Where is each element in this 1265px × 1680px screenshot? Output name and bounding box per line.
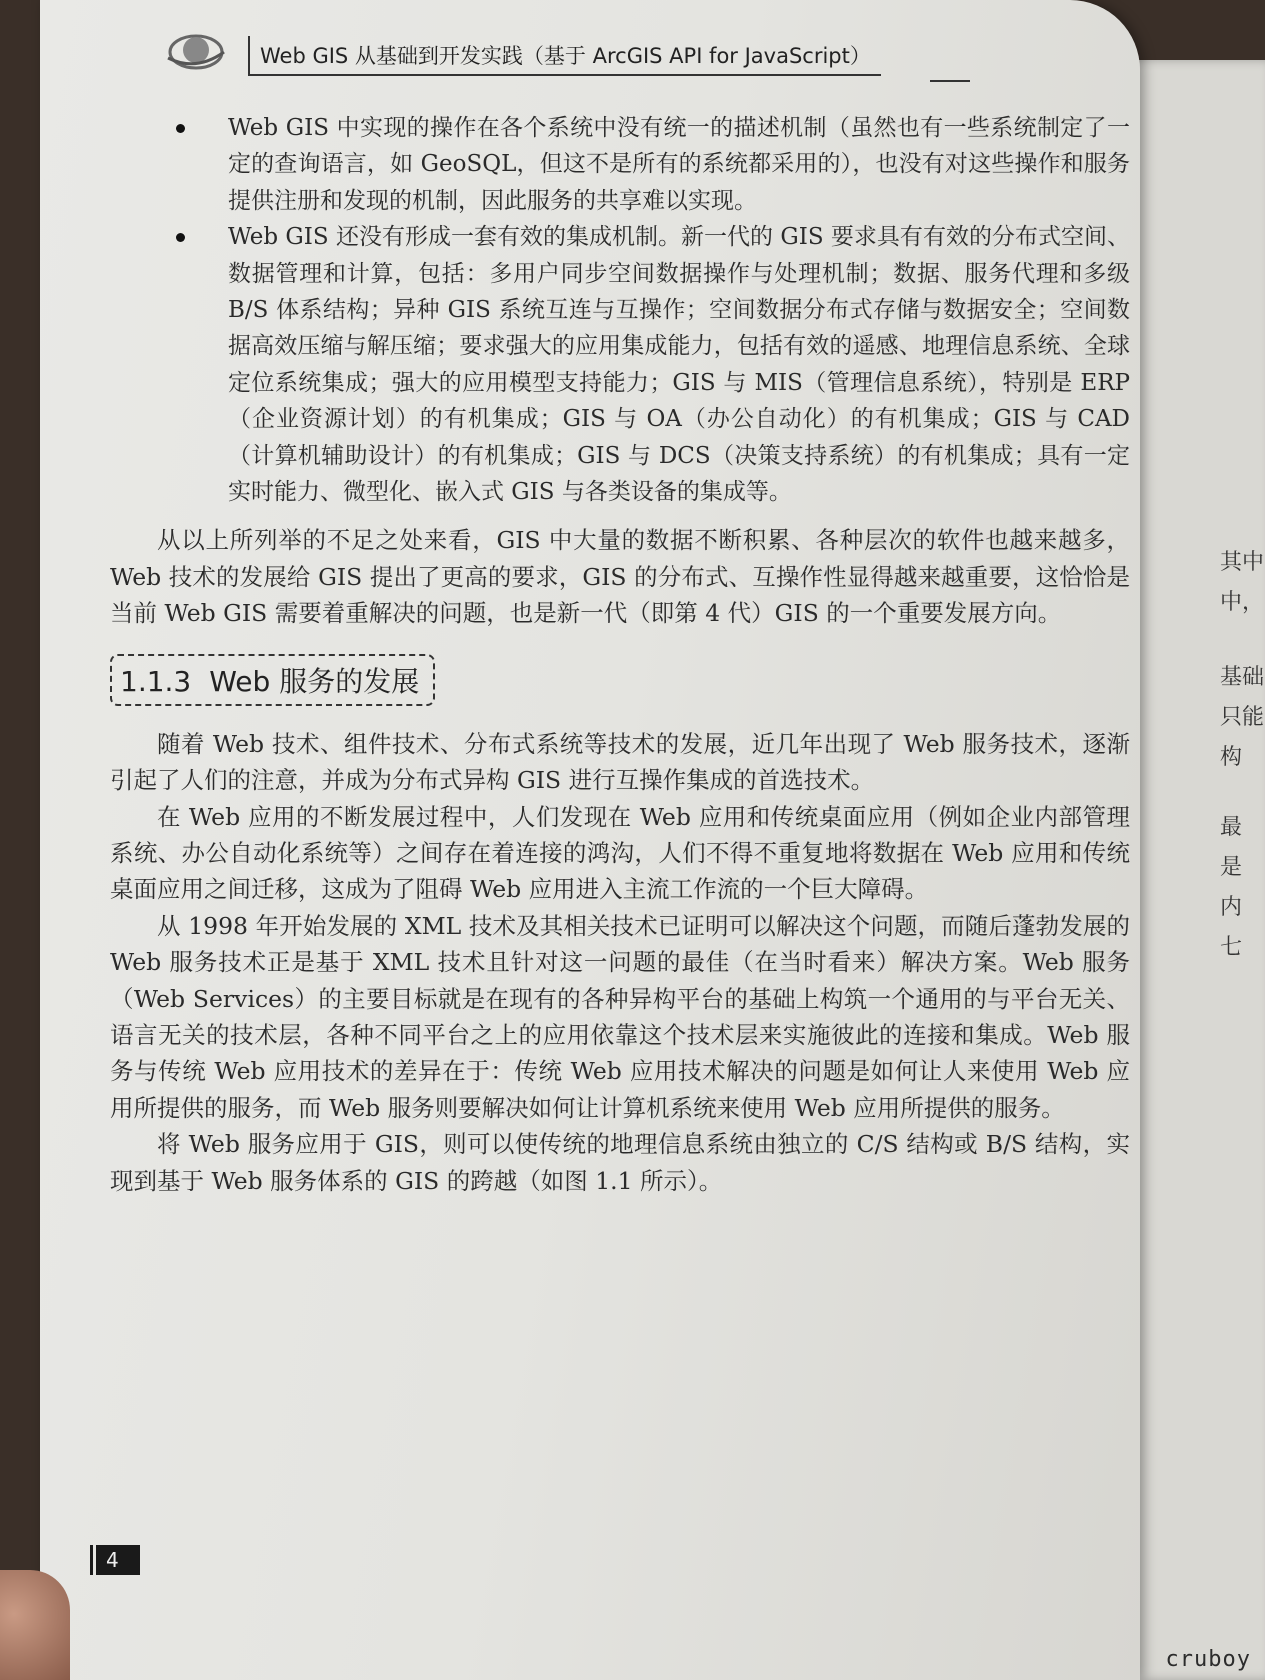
next-page-text: 只能 [1220, 705, 1265, 730]
body-paragraph: 从以上所列举的不足之处来看，GIS 中大量的数据不断积累、各种层次的软件也越来越多，Web 技术的发展给 GIS 提出了更高的要求，GIS 的分布式、互操作性显得越来越重要，这恰恰是当前 Web GIS 需要着重解决的问题，也是新一代（即第 4 代）GIS 的一个重要发展方向。 [110, 526, 1130, 628]
next-page-text: 最 [1220, 815, 1243, 840]
bullet-text: Web GIS 中实现的操作在各个系统中没有统一的描述机制（虽然也有一些系统制定了一定的查询语言，如 GeoSQL，但这不是所有的系统都采用的），也没有对这些操作和服务提供注册和发现的机制，因此服务的共享难以实现。 [228, 115, 1130, 214]
thumb-shape [0, 1570, 70, 1680]
next-page-text: 七 [1220, 935, 1243, 960]
next-page-text: 是 [1220, 855, 1243, 880]
header-rule [930, 80, 970, 82]
globe-logo-icon [160, 28, 230, 72]
next-page-text: 构 [1220, 745, 1243, 770]
page-number-bar [90, 1545, 93, 1575]
bullet-list-item [110, 110, 1130, 219]
body-paragraph: 从 1998 年开始发展的 XML 技术及其相关技术已证明可以解决这个问题，而随后蓬勃发展的 Web 服务技术正是基于 XML 技术且针对这一问题的最佳（在当时看来）解决方案。Web 服务（Web Services）的主要目标就是在现有的各种异构平台的基础上构筑一个通用的与平台无关、语言无关的技术层，各种不同平台之上的应用依靠这个技术层来实施彼此的连接和集成。Web 服务与传统 Web 应用技术的差异在于：传统 Web 应用技术解决的问题是如何让人来使用 Web 应用所提供的服务，而 Web 服务则要解决如何让计算机系统来使用 Web 应用所提供的服务。 [110, 911, 1130, 1122]
section-title: Web 服务的发展 [209, 664, 420, 698]
section-number: 1.1.3 [120, 664, 192, 698]
body-paragraph: 在 Web 应用的不断发展过程中，人们发现在 Web 应用和传统桌面应用（例如企业内部管理系统、办公自动化系统等）之间存在着连接的鸿沟，人们不得不重复地将数据在 Web 应用和传统桌面应用之间迁移，这成为了阻碍 Web 应用进入主流工作流的一个巨大障碍。 [110, 802, 1130, 904]
running-header [140, 28, 930, 72]
next-page-text: 其中 [1220, 550, 1265, 575]
bullet-list-item [110, 219, 1130, 510]
body-paragraph: 将 Web 服务应用于 GIS，则可以使传统的地理信息系统由独立的 C/S 结构或 B/S 结构，实现到基于 Web 服务体系的 GIS 的跨越（如图 1.1 所示）。 [110, 1130, 1130, 1195]
book-page [40, 0, 1140, 1680]
page-body [110, 110, 1130, 1199]
bullet-dot-icon [176, 124, 185, 133]
next-page-text: 中， [1220, 590, 1265, 615]
page-number: 4 [96, 1545, 140, 1575]
body-paragraph: 随着 Web 技术、组件技术、分布式系统等技术的发展，近几年出现了 Web 服务技术，逐渐引起了人们的注意，并成为分布式异构 GIS 进行互操作集成的首选技术。 [110, 729, 1130, 795]
next-page-text: 内 [1220, 895, 1243, 920]
book-title: Web GIS 从基础到开发实践（基于 ArcGIS API for JavaScript） [248, 36, 881, 76]
next-page-text: 基础 [1220, 665, 1265, 690]
section-heading [110, 654, 435, 706]
bullet-dot-icon [176, 233, 185, 242]
bullet-text: Web GIS 还没有形成一套有效的集成机制。新一代的 GIS 要求具有有效的分布式空间、数据管理和计算，包括：多用户同步空间数据操作与处理机制；数据、服务代理和多级 B/S 体系结构；异种 GIS 系统互连与互操作；空间数据分布式存储与数据安全；空间数据高效压缩与解压缩；要求强大的应用集成能力，包括有效的遥感、地理信息系统、全球定位系统集成；强大的应用模型支持能力；GIS 与 MIS（管理信息系统），特别是 ERP（企业资源计划）的有机集成；GIS 与 OA（办公自动化）的有机集成；GIS 与 CAD（计算机辅助设计）的有机集成；GIS 与 DCS（决策支持系统）的有机集成；具有一定实时能力、微型化、嵌入式 GIS 与各类设备的集成等。 [228, 224, 1130, 506]
watermark: cruboy [1165, 1647, 1251, 1672]
